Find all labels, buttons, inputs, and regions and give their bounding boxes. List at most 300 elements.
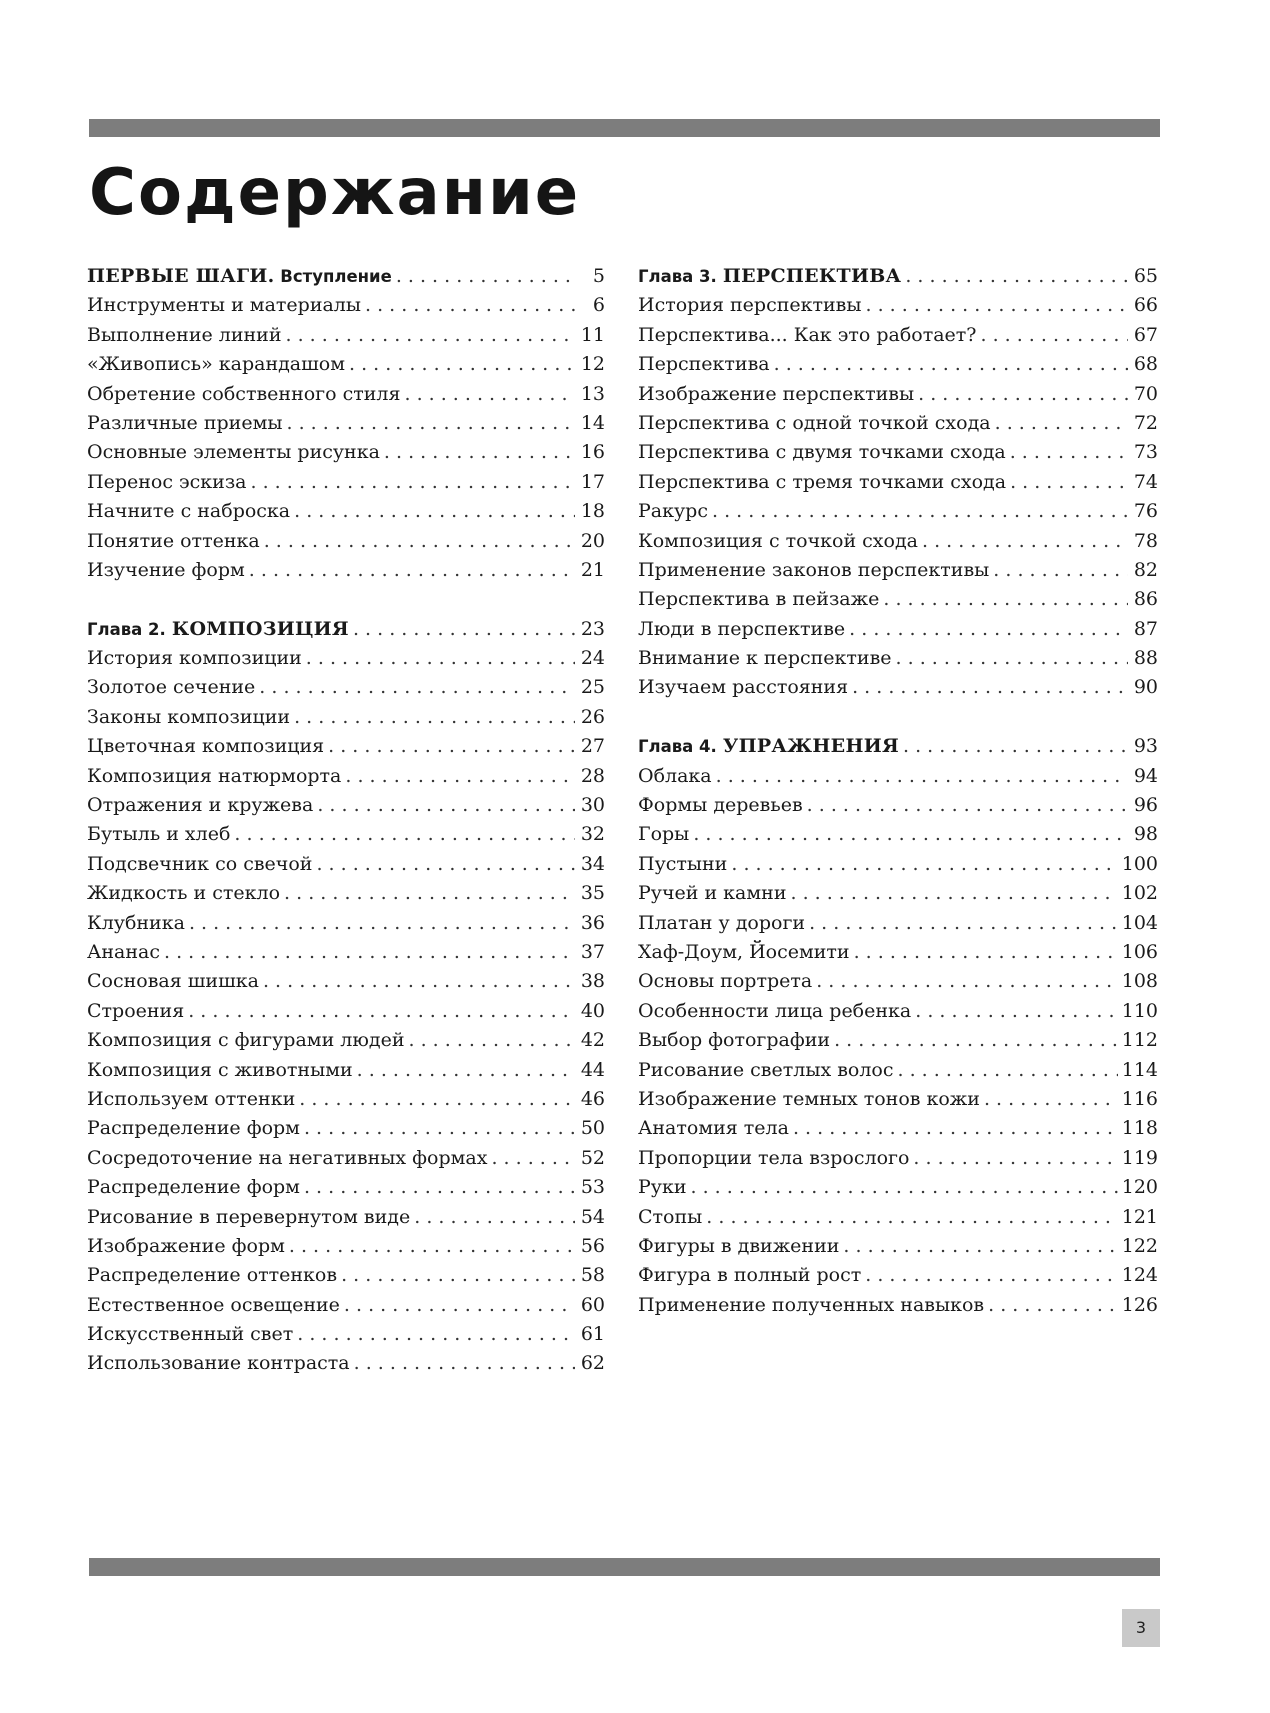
entry-title: Фигура в полный рост: [638, 1264, 862, 1287]
page-number: 3: [1122, 1609, 1160, 1647]
page-ref: 124: [1121, 1264, 1158, 1287]
page-ref: 74: [1133, 470, 1158, 493]
toc-entry[interactable]: [87, 291, 605, 320]
page-ref: 112: [1121, 1029, 1158, 1052]
dot-leader: [790, 879, 1117, 908]
entry-title: Законы композиции: [87, 705, 291, 728]
page-ref: 126: [1121, 1293, 1158, 1316]
entry-title: Особенности лица ребенка: [638, 999, 912, 1022]
page-ref: 86: [1133, 588, 1158, 611]
page-ref: 11: [580, 323, 605, 346]
toc-entry[interactable]: [638, 1203, 1158, 1232]
page-ref: 23: [580, 617, 605, 640]
dot-leader: [263, 967, 575, 996]
page-ref: 14: [580, 411, 605, 434]
page-ref: 70: [1133, 382, 1158, 405]
page-ref: 106: [1121, 940, 1158, 963]
entry-title: Жидкость и стекло: [87, 882, 281, 905]
page-ref: 16: [580, 441, 605, 464]
toc-entry[interactable]: [638, 762, 1158, 791]
entry-title: Изучаем расстояния: [638, 676, 849, 699]
entry-title: Перенос эскиза: [87, 470, 247, 493]
dot-leader: [918, 380, 1128, 409]
entry-title: Изображение перспективы: [638, 382, 915, 405]
chapter-heading: КОМПОЗИЦИЯ: [171, 617, 349, 640]
page-ref: 87: [1133, 617, 1158, 640]
entry-title: Искусственный свет: [87, 1323, 294, 1346]
entry-title: Понятие оттенка: [87, 529, 260, 552]
dot-leader: [691, 1173, 1118, 1202]
entry-title: Композиция с точкой схода: [638, 529, 918, 552]
page-ref: 108: [1121, 970, 1158, 993]
page-ref: 78: [1133, 529, 1158, 552]
toc-entry[interactable]: [87, 497, 605, 526]
entry-title: Внимание к перспективе: [638, 647, 892, 670]
toc-entry[interactable]: [638, 938, 1158, 967]
toc-entry[interactable]: [638, 1085, 1158, 1114]
page-ref: 73: [1133, 441, 1158, 464]
chapter-label: Глава 3.: [638, 267, 717, 286]
toc-entry[interactable]: [87, 1026, 605, 1055]
dot-leader: [1010, 468, 1128, 497]
page-ref: 104: [1121, 911, 1158, 934]
toc-entry[interactable]: [638, 380, 1158, 409]
toc-section-heading[interactable]: [638, 732, 1158, 761]
toc-entry[interactable]: [638, 527, 1158, 556]
entry-title: Основы портрета: [638, 970, 813, 993]
section-title: [638, 732, 899, 761]
toc-section-heading[interactable]: [87, 615, 605, 644]
entry-title: Основные элементы рисунка: [87, 441, 380, 464]
dot-leader: [706, 1203, 1117, 1232]
toc-entry[interactable]: [87, 1203, 605, 1232]
dot-leader: [712, 497, 1128, 526]
dot-leader: [353, 615, 575, 644]
dot-leader: [297, 1320, 575, 1349]
page-ref: 60: [580, 1293, 605, 1316]
toc-list: [87, 262, 605, 1379]
page-ref: 66: [1133, 294, 1158, 317]
page-ref: 50: [580, 1117, 605, 1140]
page-ref: 119: [1121, 1146, 1158, 1169]
dot-leader: [849, 615, 1128, 644]
dot-leader: [793, 1114, 1118, 1143]
entry-title: Использование контраста: [87, 1352, 350, 1375]
dot-leader: [284, 879, 575, 908]
page-ref: 38: [580, 970, 605, 993]
toc-entry[interactable]: [87, 1232, 605, 1261]
entry-title: Ракурс: [638, 500, 708, 523]
dot-leader: [866, 291, 1128, 320]
dot-leader: [988, 1291, 1118, 1320]
entry-title: Композиция с животными: [87, 1058, 353, 1081]
dot-leader: [865, 1261, 1117, 1290]
dot-leader: [993, 556, 1128, 585]
dot-leader: [384, 438, 575, 467]
toc-entry[interactable]: [638, 1173, 1158, 1202]
dot-leader: [251, 468, 575, 497]
toc-entry[interactable]: [87, 1056, 605, 1085]
page-ref: 28: [580, 764, 605, 787]
dot-leader: [306, 644, 575, 673]
dot-leader: [898, 1056, 1118, 1085]
dot-leader: [328, 732, 575, 761]
entry-title: Естественное освещение: [87, 1293, 340, 1316]
dot-leader: [409, 1026, 576, 1055]
dot-leader: [286, 409, 575, 438]
entry-title: Перспектива... Как это работает?: [638, 323, 977, 346]
page-ref: 34: [580, 852, 605, 875]
entry-title: Фигуры в движении: [638, 1234, 840, 1257]
toc-entry[interactable]: [87, 644, 605, 673]
dot-leader: [915, 997, 1117, 1026]
toc-entry[interactable]: [638, 1026, 1158, 1055]
entry-title: История композиции: [87, 647, 302, 670]
toc-entry[interactable]: [638, 1114, 1158, 1143]
entry-title: Распределение форм: [87, 1117, 300, 1140]
chapter-label: Глава 2.: [87, 619, 166, 639]
page-ref: 17: [580, 470, 605, 493]
entry-title: Рисование светлых волос: [638, 1058, 894, 1081]
dot-leader: [903, 732, 1128, 761]
toc-entry[interactable]: [638, 497, 1158, 526]
entry-title: Применение полученных навыков: [638, 1293, 985, 1316]
toc-entry[interactable]: [87, 938, 605, 967]
dot-leader: [1010, 438, 1128, 467]
dot-leader: [249, 556, 575, 585]
dot-leader: [404, 380, 575, 409]
entry-title: Выбор фотографии: [638, 1029, 831, 1052]
page-ref: 102: [1121, 882, 1158, 905]
dot-leader: [304, 1173, 575, 1202]
toc-entry[interactable]: [638, 791, 1158, 820]
entry-title: Начните с наброска: [87, 500, 291, 523]
page-ref: 24: [580, 647, 605, 670]
entry-title: Различные приемы: [87, 411, 283, 434]
entry-title: Изображение форм: [87, 1234, 285, 1257]
dot-leader: [843, 1232, 1117, 1261]
entry-title: Цветочная композиция: [87, 735, 325, 758]
section-title: [638, 262, 901, 291]
toc-entry[interactable]: [87, 791, 605, 820]
toc-entry[interactable]: [638, 1261, 1158, 1290]
entry-title: Бутыль и хлеб: [87, 823, 231, 846]
page-ref: 32: [580, 823, 605, 846]
dot-leader: [984, 1085, 1118, 1114]
dot-leader: [345, 762, 575, 791]
entry-title: Стопы: [638, 1205, 703, 1228]
page-ref: 18: [580, 500, 605, 523]
toc-entry[interactable]: [87, 850, 605, 879]
toc-entry[interactable]: [638, 468, 1158, 497]
entry-title: Клубника: [87, 911, 185, 934]
dot-leader: [731, 850, 1117, 879]
page-ref: 27: [580, 735, 605, 758]
toc-entry[interactable]: [87, 820, 605, 849]
entry-title: Сосновая шишка: [87, 970, 259, 993]
toc-entry[interactable]: [87, 762, 605, 791]
toc-entry[interactable]: [638, 321, 1158, 350]
chapter-heading: ПЕРВЫЕ ШАГИ.: [87, 265, 275, 287]
page-ref: 40: [580, 999, 605, 1022]
dot-leader: [913, 1144, 1117, 1173]
entry-title: Перспектива с тремя точками схода: [638, 470, 1007, 493]
dot-leader: [341, 1261, 575, 1290]
toc-entry[interactable]: [87, 673, 605, 702]
page-ref: 25: [580, 676, 605, 699]
toc-entry[interactable]: [638, 1056, 1158, 1085]
dot-leader: [189, 909, 575, 938]
entry-title: Золотое сечение: [87, 676, 256, 699]
toc-entry[interactable]: [638, 997, 1158, 1026]
toc-entry[interactable]: [87, 909, 605, 938]
entry-title: Ручей и камни: [638, 882, 787, 905]
toc-entry[interactable]: [87, 468, 605, 497]
dot-leader: [807, 791, 1128, 820]
section-title: [87, 615, 349, 644]
toc-section-heading[interactable]: [87, 262, 605, 291]
toc-entry[interactable]: [638, 879, 1158, 908]
dot-leader: [349, 350, 575, 379]
dot-leader: [883, 585, 1128, 614]
entry-title: Облака: [638, 764, 712, 787]
toc-entry[interactable]: [638, 644, 1158, 673]
toc-entry[interactable]: [87, 321, 605, 350]
toc-entry[interactable]: [87, 703, 605, 732]
toc-column-right: [638, 262, 1158, 1320]
entry-title: Пропорции тела взрослого: [638, 1146, 910, 1169]
page-ref: 121: [1121, 1205, 1158, 1228]
toc-entry[interactable]: [638, 350, 1158, 379]
page-ref: 116: [1121, 1087, 1158, 1110]
toc-list: [638, 262, 1158, 1320]
toc-entry[interactable]: [638, 556, 1158, 585]
top-divider-bar: [89, 119, 1160, 137]
entry-title: Используем оттенки: [87, 1087, 296, 1110]
page-ref: 35: [580, 882, 605, 905]
toc-entry[interactable]: [638, 1232, 1158, 1261]
page-ref: 120: [1121, 1176, 1158, 1199]
page-ref: 13: [580, 382, 605, 405]
toc-entry[interactable]: [87, 1349, 605, 1378]
entry-title: Композиция натюрморта: [87, 764, 342, 787]
dot-leader: [852, 673, 1128, 702]
page-ref: 93: [1133, 735, 1158, 758]
entry-title: Применение законов перспективы: [638, 558, 990, 581]
entry-title: Хаф-Доум, Йосемити: [638, 940, 850, 963]
page-ref: 30: [580, 794, 605, 817]
entry-title: Распределение оттенков: [87, 1264, 338, 1287]
dot-leader: [357, 1056, 575, 1085]
toc-entry[interactable]: [87, 1144, 605, 1173]
page-ref: 54: [580, 1205, 605, 1228]
dot-leader: [164, 938, 575, 967]
toc-section-heading[interactable]: [638, 262, 1158, 291]
toc-entry[interactable]: [87, 732, 605, 761]
dot-leader: [294, 497, 575, 526]
entry-title: Пустыни: [638, 852, 728, 875]
toc-entry[interactable]: [87, 1291, 605, 1320]
page-ref: 58: [580, 1264, 605, 1287]
toc-entry[interactable]: [638, 820, 1158, 849]
toc-entry[interactable]: [87, 527, 605, 556]
entry-title: Люди в перспективе: [638, 617, 846, 640]
toc-entry[interactable]: [638, 291, 1158, 320]
page-ref: 118: [1121, 1117, 1158, 1140]
toc-entry[interactable]: [87, 1261, 605, 1290]
toc-entry[interactable]: [638, 673, 1158, 702]
page-ref: 56: [580, 1234, 605, 1257]
dot-leader: [304, 1114, 575, 1143]
dot-leader: [491, 1144, 575, 1173]
page-ref: 20: [580, 529, 605, 552]
entry-title: Отражения и кружева: [87, 794, 314, 817]
dot-leader: [365, 291, 575, 320]
page-ref: 36: [580, 911, 605, 934]
page-ref: 76: [1133, 500, 1158, 523]
entry-title: Изучение форм: [87, 558, 245, 581]
entry-title: Перспектива с одной точкой схода: [638, 411, 991, 434]
toc-entry[interactable]: [87, 438, 605, 467]
toc-column-left: [87, 262, 605, 1379]
entry-title: Формы деревьев: [638, 794, 803, 817]
page-ref: 52: [580, 1146, 605, 1169]
dot-leader: [922, 527, 1128, 556]
entry-title: Распределение форм: [87, 1176, 300, 1199]
entry-title: «Живопись» карандашом: [87, 353, 346, 376]
toc-entry[interactable]: [87, 350, 605, 379]
bottom-divider-bar: [89, 1558, 1160, 1576]
dot-leader: [980, 321, 1128, 350]
entry-title: Перспектива: [638, 353, 770, 376]
entry-title: Инструменты и материалы: [87, 294, 361, 317]
page-ref: 88: [1133, 647, 1158, 670]
section-title: [87, 262, 392, 291]
page-ref: 122: [1121, 1234, 1158, 1257]
dot-leader: [188, 997, 575, 1026]
dot-leader: [299, 1085, 575, 1114]
chapter-label: Глава 4.: [638, 737, 717, 757]
chapter-heading: УПРАЖНЕНИЯ: [722, 735, 900, 758]
toc-entry[interactable]: [87, 967, 605, 996]
page-ref: 114: [1121, 1058, 1158, 1081]
page-ref: 110: [1121, 999, 1158, 1022]
toc-entry[interactable]: [638, 585, 1158, 614]
page-ref: 44: [580, 1058, 605, 1081]
page-ref: 94: [1133, 764, 1158, 787]
dot-leader: [234, 820, 575, 849]
page-ref: 96: [1133, 794, 1158, 817]
toc-entry[interactable]: [87, 879, 605, 908]
dot-leader: [264, 527, 575, 556]
page-ref: 6: [592, 294, 605, 317]
page-ref: 62: [580, 1352, 605, 1375]
toc-entry[interactable]: [87, 1320, 605, 1349]
dot-leader: [289, 1232, 575, 1261]
dot-leader: [854, 938, 1118, 967]
entry-title: Композиция с фигурами людей: [87, 1029, 405, 1052]
dot-leader: [834, 1026, 1118, 1055]
page-ref: 82: [1133, 558, 1158, 581]
entry-title: Перспектива в пейзаже: [638, 588, 880, 611]
page-ref: 61: [580, 1323, 605, 1346]
page-ref: 72: [1133, 411, 1158, 434]
dot-leader: [396, 262, 575, 291]
toc-entry[interactable]: [638, 909, 1158, 938]
dot-leader: [294, 703, 575, 732]
dot-leader: [816, 967, 1118, 996]
entry-title: Выполнение линий: [87, 323, 282, 346]
chapter-subtitle: Вступление: [274, 267, 392, 286]
page-ref: 67: [1133, 323, 1158, 346]
entry-title: Изображение темных тонов кожи: [638, 1087, 980, 1110]
page-ref: 37: [580, 940, 605, 963]
toc-entry[interactable]: [638, 409, 1158, 438]
dot-leader: [774, 350, 1128, 379]
page-ref: 26: [580, 705, 605, 728]
toc-entry[interactable]: [87, 1085, 605, 1114]
toc-entry[interactable]: [87, 556, 605, 585]
page-ref: 42: [580, 1029, 605, 1052]
page-ref: 65: [1133, 265, 1158, 287]
entry-title: Обретение собственного стиля: [87, 382, 401, 405]
page-ref: 12: [580, 353, 605, 376]
dot-leader: [414, 1203, 575, 1232]
dot-leader: [354, 1349, 575, 1378]
dot-leader: [259, 673, 575, 702]
dot-leader: [995, 409, 1128, 438]
entry-title: Руки: [638, 1176, 687, 1199]
entry-title: Сосредоточение на негативных формах: [87, 1146, 488, 1169]
dot-leader: [316, 850, 575, 879]
dot-leader: [286, 321, 576, 350]
page-ref: 21: [580, 558, 605, 581]
toc-entry[interactable]: [638, 967, 1158, 996]
chapter-heading: ПЕРСПЕКТИВА: [722, 265, 902, 287]
page-ref: 100: [1121, 852, 1158, 875]
entry-title: Подсвечник со свечой: [87, 852, 313, 875]
toc-entry[interactable]: [87, 1173, 605, 1202]
toc-entry[interactable]: [87, 997, 605, 1026]
toc-entry[interactable]: [638, 1291, 1158, 1320]
dot-leader: [693, 820, 1128, 849]
dot-leader: [716, 762, 1128, 791]
entry-title: История перспективы: [638, 294, 862, 317]
entry-title: Рисование в перевернутом виде: [87, 1205, 411, 1228]
entry-title: Платан у дороги: [638, 911, 806, 934]
toc-entry[interactable]: [87, 380, 605, 409]
page-title: Содержание: [89, 156, 581, 230]
page-ref: 98: [1133, 823, 1158, 846]
toc-entry[interactable]: [638, 850, 1158, 879]
dot-leader: [317, 791, 575, 820]
dot-leader: [905, 262, 1128, 291]
entry-title: Анатомия тела: [638, 1117, 789, 1140]
dot-leader: [896, 644, 1128, 673]
toc-entry[interactable]: [638, 438, 1158, 467]
page-ref: 68: [1133, 353, 1158, 376]
entry-title: Ананас: [87, 940, 161, 963]
page-ref: 53: [580, 1176, 605, 1199]
dot-leader: [809, 909, 1118, 938]
page-ref: 46: [580, 1087, 605, 1110]
dot-leader: [344, 1291, 575, 1320]
toc-entry[interactable]: [638, 615, 1158, 644]
toc-entry[interactable]: [87, 409, 605, 438]
toc-entry[interactable]: [638, 1144, 1158, 1173]
entry-title: Горы: [638, 823, 690, 846]
toc-entry[interactable]: [87, 1114, 605, 1143]
